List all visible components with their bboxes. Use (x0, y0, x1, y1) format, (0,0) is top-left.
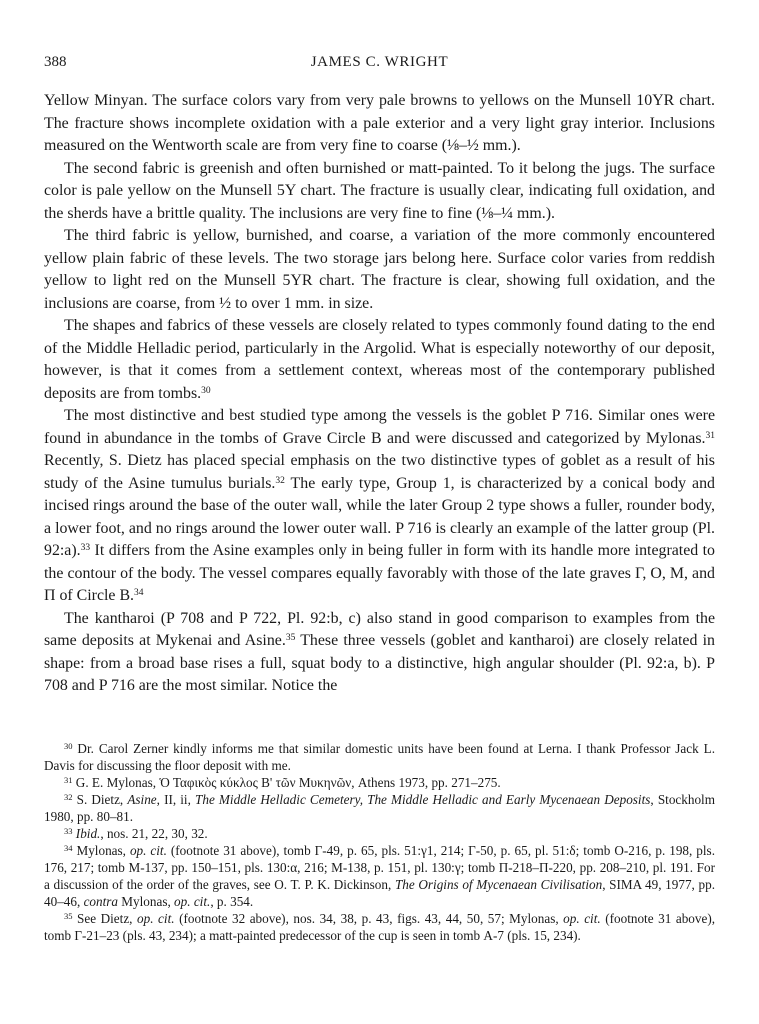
footnote-opcit: op. cit. (129, 843, 167, 858)
footnote-title: The Origins of Mycenaean Civilisation (394, 877, 603, 892)
footnote-contra: contra (83, 894, 118, 909)
footnote (44, 791, 715, 825)
footnote-opcit: op. cit. (137, 911, 175, 926)
footnote-text: (footnote 32 above), nos. 34, 38, p. 43, figs. 43, 44, 50, 57; Mylonas, (174, 911, 564, 926)
footnote (44, 825, 715, 842)
footnote-text: (footnote 31 above), tomb Γ-21–23 (pls. 43, 234); a matt-painted predecessor of the cup is seen in tomb Α-7 (pls. 15, 234). (44, 911, 716, 943)
paragraph-text: Recently, S. Dietz has placed special emphasis on the two distinctive types of goblet as a result of his study of the Asine tumulus burials. (44, 452, 715, 492)
paragraph-text: It differs from the Asine examples only in being fuller in form with its handle more integrated to the contour of the body. The vessel compares equally favorably with those of the late graves Γ, Ο, Μ, and Π of Circle B. (44, 542, 715, 604)
footnote-text: Dr. Carol Zerner kindly informs me that similar domestic units have been found at Lerna. I thank Professor Jack L. Davis for discussing the floor deposit with me. (44, 741, 715, 773)
footnote-number: 34 (64, 843, 73, 853)
footnote-number: 33 (64, 826, 73, 836)
footnote-ref: 34 (134, 588, 144, 598)
paragraph-text: These three vessels (goblet and kantharoi) are closely related in shape: from a broad base rises a full, squat body to a distinctive, high angular shoulder (Pl. 92:a, b). P 708 and P 716 are the most similar. Notice the (44, 632, 715, 694)
page-header (44, 54, 715, 78)
footnote-text: , nos. 21, 22, 30, 32. (100, 826, 208, 841)
paragraph-text: The most distinctive and best studied type among the vessels is the goblet P 716. Similar ones were found in abundance in the tombs of Grave Circle B and were discussed and categorized by Mylonas. (44, 407, 715, 447)
paragraph-text: The early type, Group 1, is characterized by a conical body and incised rings around the base of the outer wall, while the later Group 2 type shows a fuller, rounder body, a lower foot, and no rings around the lower outer wall. P 716 is clearly an example of the latter group (Pl. 92:a). (44, 474, 715, 559)
paragraph (44, 608, 715, 698)
footnote-opcit: op. cit. (563, 911, 601, 926)
footnote-title: Ὁ Ταφικὸς κύκλος Β' τῶν Μυκηνῶν (159, 775, 352, 790)
footnote-ref: 33 (80, 543, 91, 553)
paragraph (44, 405, 715, 608)
footnote-text: , SIMA 49, 1977, pp. 40–46, (44, 877, 715, 909)
footnote-text: Mylonas, (72, 843, 130, 858)
footnote (44, 910, 715, 944)
paragraph-text: The shapes and fabrics of these vessels are closely related to types commonly found dating to the end of the Middle Helladic period, particularly in the Argolid. What is especially noteworthy of our deposit, however, is that it comes from a settlement context, whereas most of the contemporary published deposits are from tombs. (44, 317, 715, 402)
footnote-number: 35 (64, 911, 73, 921)
paragraph (44, 315, 715, 405)
footnote-title: Asine (127, 792, 157, 807)
footnotes (44, 740, 715, 944)
paragraph: The third fabric is yellow, burnished, and coarse, a variation of the more commonly encountered yellow plain fabric of these levels. The two storage jars belong here. Surface color varies from reddish yellow to light red on the Munsell 5YR chart. The fracture is clear, showing full oxidation, and the inclusions are coarse, from ½ to over 1 mm. in size. (44, 227, 715, 312)
footnote-title: The Middle Helladic Cemetery, The Middle Helladic and Early Mycenaean Deposits (195, 792, 651, 807)
footnote-ref: 31 (705, 430, 715, 441)
footnote-text: See Dietz, (72, 911, 138, 926)
footnote (44, 842, 715, 910)
footnote-number: 31 (64, 775, 73, 785)
footnote-text: , II, ii, (156, 792, 196, 807)
footnote-opcit: op. cit. (174, 894, 211, 909)
footnote-ref: 30 (201, 385, 211, 396)
page-number: 388 (44, 54, 67, 70)
paragraph: Yellow Minyan. The surface colors vary from very pale browns to yellows on the Munsell 10YR chart. The fracture shows incomplete oxidation with a pale exterior and a very light gray interior. Inclusions measured on the Wentworth scale are from very fine to coarse (⅛–½ mm.). (44, 92, 715, 154)
footnote-text: S. Dietz, (72, 792, 128, 807)
footnote-text: , p. 354. (210, 894, 254, 909)
footnote (44, 774, 715, 791)
footnote-text: , Athens 1973, pp. 271–275. (351, 775, 501, 790)
paragraph: The second fabric is greenish and often burnished or matt-painted. To it belong the jugs. The surface color is pale yellow on the Munsell 5Y chart. The fracture is usually clear, indicating full oxidation, and the sherds have a brittle quality. The inclusions are very fine to fine (⅛–¼ mm.). (44, 159, 715, 222)
footnote-ibid: Ibid. (75, 826, 101, 841)
footnote-text: , Stockholm 1980, pp. 80–81. (44, 792, 715, 824)
paragraph-text: The kantharoi (P 708 and P 722, Pl. 92:b, c) also stand in good comparison to examples from the same deposits at Mykenai and Asine. (44, 609, 715, 649)
footnote-text: G. E. Mylonas, (72, 775, 160, 790)
footnote-ref: 32 (275, 475, 285, 486)
body-text (44, 90, 715, 698)
footnote (44, 740, 715, 774)
running-head: JAMES C. WRIGHT (310, 54, 449, 70)
footnote-text: (footnote 31 above), tomb Γ-49, p. 65, pls. 51:γ1, 214; Γ-50, p. 65, pl. 51:δ; tomb Ο-216, p. 198, pls. 176, 217; tomb Μ-137, pp. 150–151, pls. 130:α, 216; Μ-138, p. 151, pl. 130:γ; tomb Π-218–Π-220, pp. 208–210, pl. 191. For a discussion of the order of the graves, see O. T. P. K. Dickinson, (44, 843, 715, 892)
footnote-ref: 35 (285, 633, 296, 643)
footnote-number: 30 (64, 741, 73, 751)
footnote-text: Mylonas, (118, 894, 175, 909)
footnote-number: 32 (64, 792, 73, 802)
